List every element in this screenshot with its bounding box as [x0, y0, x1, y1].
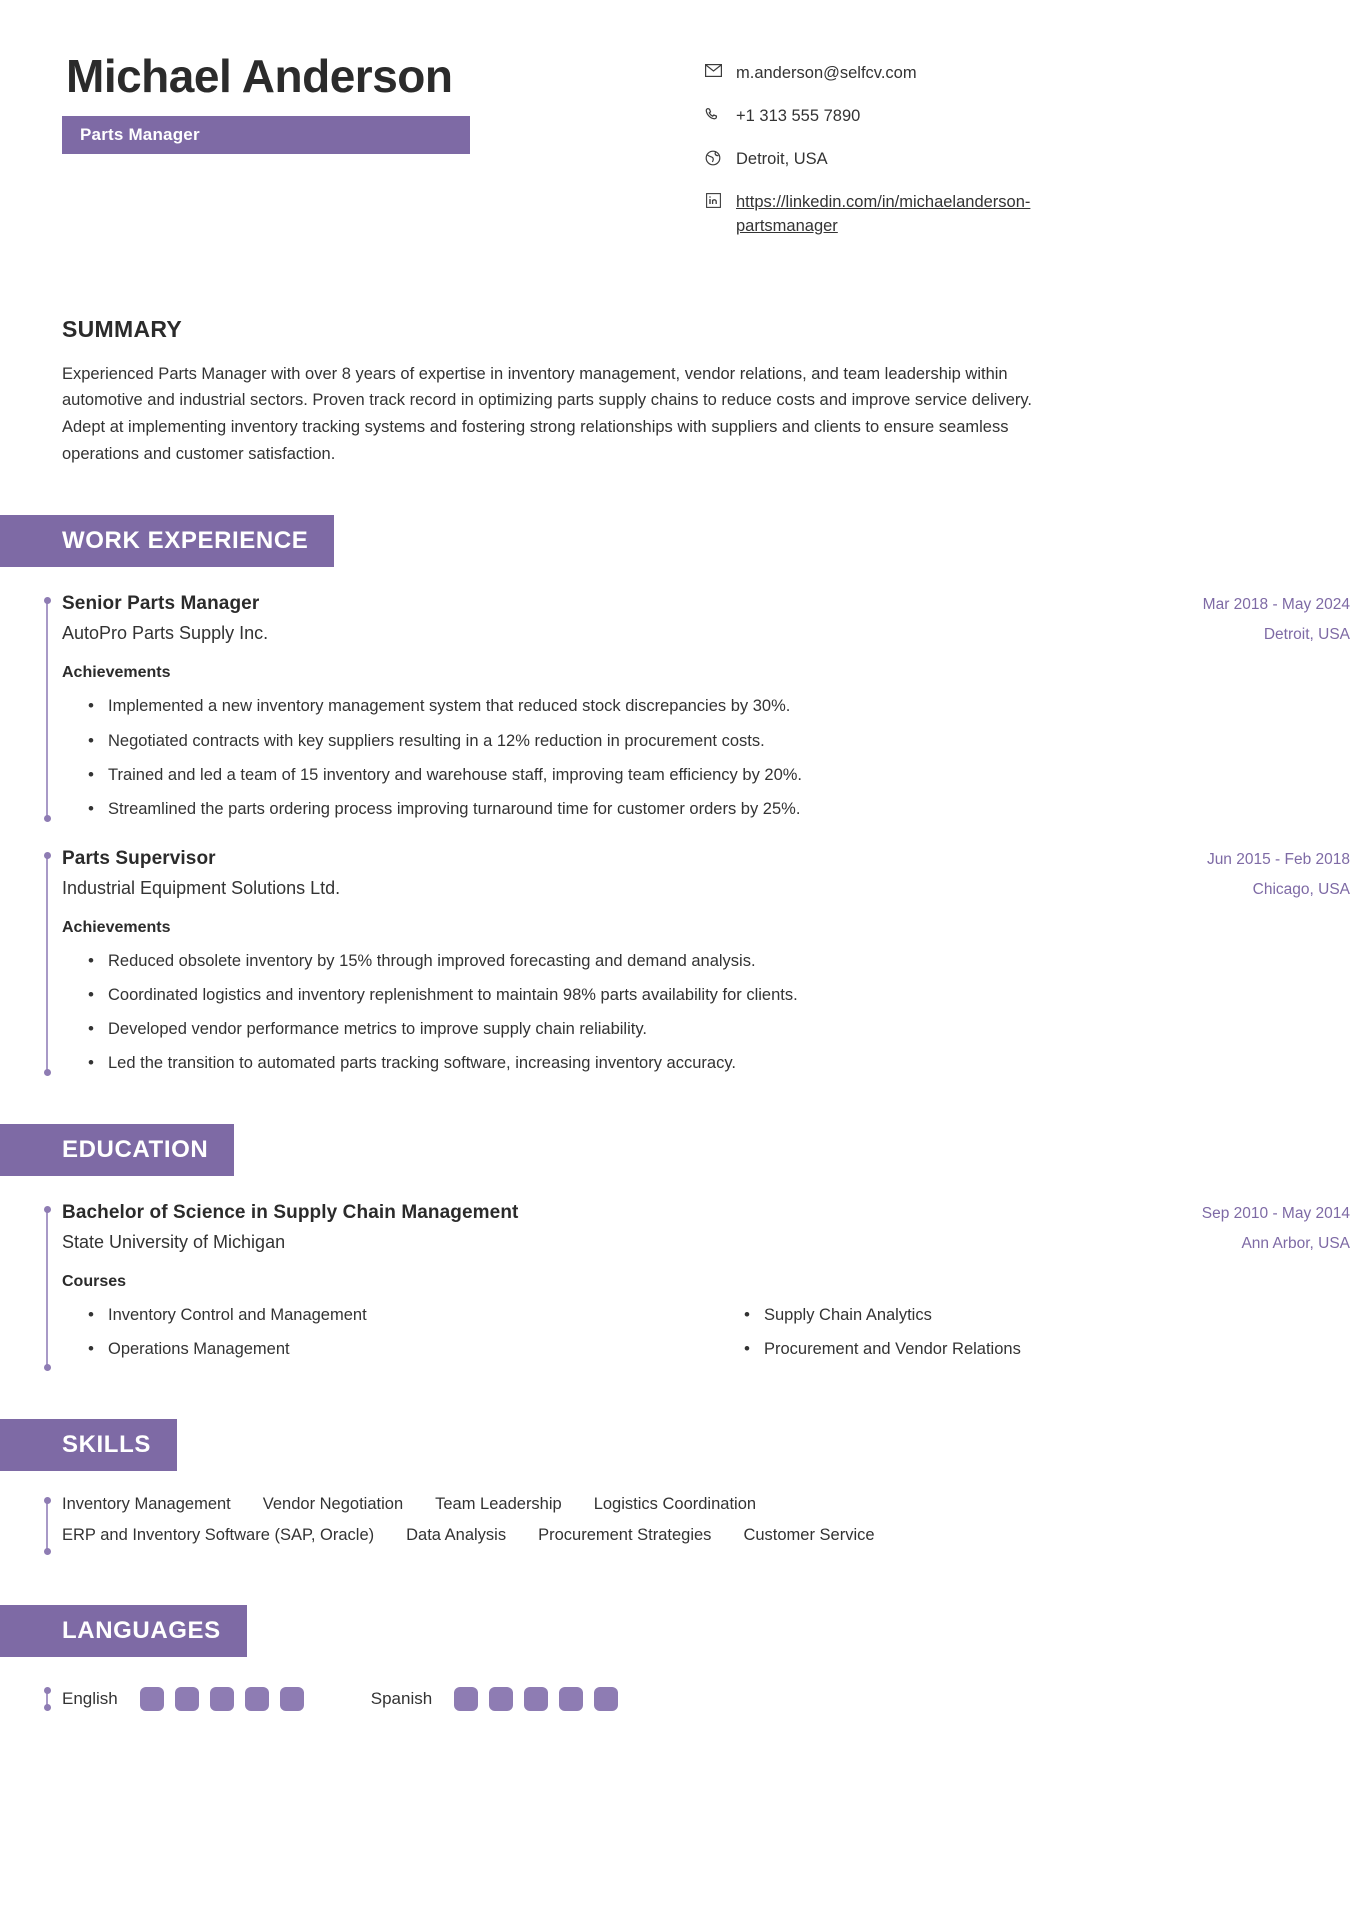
work-entry-date: Jun 2015 - Feb 2018 [1206, 850, 1350, 868]
skill-item: Inventory Management [62, 1495, 231, 1514]
work-entry-sublabel: Achievements [62, 664, 171, 682]
language-item [371, 1687, 629, 1711]
list-item: • Coordinated logistics and inventory replenishment to maintain 98% parts availability for clients. [62, 983, 1350, 1008]
list-item: • Procurement and Vendor Relations [718, 1337, 1350, 1362]
skills-heading: SKILLS [0, 1419, 177, 1471]
timeline-rail [46, 601, 48, 817]
work-experience-heading: WORK EXPERIENCE [0, 515, 334, 567]
work-entry-bullets [62, 949, 1350, 1076]
education-entry-sublabel: Courses [62, 1273, 127, 1291]
summary-text: Experienced Parts Manager with over 8 years of expertise in inventory management, vendor relations, and team leadership within automotive and industrial sectors. Proven track record in optimizing parts supply chains to reduce costs and improve service delivery. Adept at implementing inventory tracking systems and fostering strong relationships with suppliers and clients to ensure seamless operations and customer satisfaction. [62, 364, 1032, 463]
level-dot [559, 1687, 583, 1711]
timeline-rail [46, 1501, 48, 1551]
list-item: • Negotiated contracts with key suppliers resulting in a 12% reduction in procurement costs. [62, 729, 1350, 754]
level-dot [594, 1687, 618, 1711]
job-title-badge: Parts Manager [62, 116, 470, 154]
list-item: • Implemented a new inventory management system that reduced stock discrepancies by 30%. [62, 694, 1350, 719]
language-name: English [62, 1689, 118, 1709]
level-dot [140, 1687, 164, 1711]
education-entry-institution: State University of Michigan [62, 1232, 286, 1253]
timeline-rail [46, 856, 48, 1072]
skill-item: Team Leadership [435, 1495, 562, 1514]
skill-item: ERP and Inventory Software (SAP, Oracle) [62, 1526, 375, 1545]
work-entry-role: Senior Parts Manager [62, 593, 260, 615]
level-dot [454, 1687, 478, 1711]
work-entry-organization: Industrial Equipment Solutions Ltd. [62, 877, 341, 898]
header-identity [62, 52, 622, 154]
languages-row [62, 1687, 1350, 1711]
level-dot [280, 1687, 304, 1711]
work-entry-location: Detroit, USA [1263, 626, 1350, 644]
language-level-dots [454, 1687, 629, 1711]
list-item: • Streamlined the parts ordering process improving turnaround time for customer orders by 25%. [62, 797, 1350, 822]
timeline-rail [46, 1210, 48, 1367]
contact-email-text: m.anderson@selfcv.com [736, 64, 917, 82]
skill-item: Data Analysis [406, 1526, 507, 1545]
contact-phone[interactable] [702, 105, 1288, 129]
work-entry-date: Mar 2018 - May 2024 [1202, 596, 1350, 614]
work-entry-role: Parts Supervisor [62, 847, 216, 869]
language-level-dots [140, 1687, 315, 1711]
education-heading: EDUCATION [0, 1124, 234, 1176]
contact-email[interactable] [702, 62, 1288, 86]
page-title: Michael Anderson [66, 50, 453, 102]
education-entry [0, 1202, 1350, 1371]
linkedin-icon [702, 191, 724, 208]
list-item: • Supply Chain Analytics [718, 1303, 1350, 1328]
contact-linkedin-text[interactable]: https://linkedin.com/in/michaelanderson-partsmanager [736, 192, 1031, 235]
level-dot [175, 1687, 199, 1711]
work-entry-sublabel: Achievements [62, 918, 171, 936]
contact-location-text: Detroit, USA [736, 149, 828, 168]
level-dot [524, 1687, 548, 1711]
languages-section [0, 1605, 1350, 1711]
level-dot [210, 1687, 234, 1711]
languages-list [0, 1687, 1350, 1711]
summary-section [0, 316, 1350, 468]
list-item: • Trained and led a team of 15 inventory and warehouse staff, improving team efficiency by 20%. [62, 763, 1350, 788]
skill-item: Logistics Coordination [593, 1495, 757, 1514]
skill-item: Vendor Negotiation [262, 1495, 404, 1514]
envelope-icon [702, 62, 724, 77]
globe-icon [702, 148, 724, 166]
list-item: • Reduced obsolete inventory by 15% through improved forecasting and demand analysis. [62, 949, 1350, 974]
level-dot [489, 1687, 513, 1711]
education-entry-degree: Bachelor of Science in Supply Chain Management [62, 1202, 519, 1224]
education-courses [62, 1303, 1350, 1371]
contact-list [622, 52, 1288, 258]
skills-row [62, 1526, 1350, 1557]
education-entry-date: Sep 2010 - May 2014 [1201, 1205, 1350, 1223]
list-item: • Operations Management [62, 1337, 694, 1362]
contact-linkedin[interactable] [702, 191, 1288, 239]
skills-row [62, 1495, 1350, 1526]
education-entry-location: Ann Arbor, USA [1241, 1235, 1350, 1253]
education-section [0, 1124, 1350, 1371]
language-name: Spanish [370, 1689, 433, 1709]
skills-section [0, 1419, 1350, 1557]
level-dot [245, 1687, 269, 1711]
work-experience-section [0, 515, 1350, 1076]
phone-icon [702, 105, 724, 123]
summary-heading: SUMMARY [62, 315, 183, 342]
work-entry-organization: AutoPro Parts Supply Inc. [62, 623, 269, 644]
work-entry [0, 593, 1350, 821]
contact-location [702, 148, 1288, 172]
skill-item: Customer Service [743, 1526, 875, 1545]
list-item: • Developed vendor performance metrics to improve supply chain reliability. [62, 1017, 1350, 1042]
resume-header [0, 0, 1350, 258]
list-item: • Led the transition to automated parts tracking software, increasing inventory accuracy. [62, 1051, 1350, 1076]
language-item [62, 1687, 315, 1711]
timeline-rail [46, 1691, 48, 1707]
list-item: • Inventory Control and Management [62, 1303, 694, 1328]
contact-phone-text: +1 313 555 7890 [736, 106, 861, 125]
skill-item: Procurement Strategies [538, 1526, 712, 1545]
work-entry-bullets [62, 694, 1350, 821]
skills-list [0, 1495, 1350, 1557]
languages-heading: LANGUAGES [0, 1605, 247, 1657]
work-entry [0, 848, 1350, 1076]
work-entry-location: Chicago, USA [1252, 880, 1350, 898]
